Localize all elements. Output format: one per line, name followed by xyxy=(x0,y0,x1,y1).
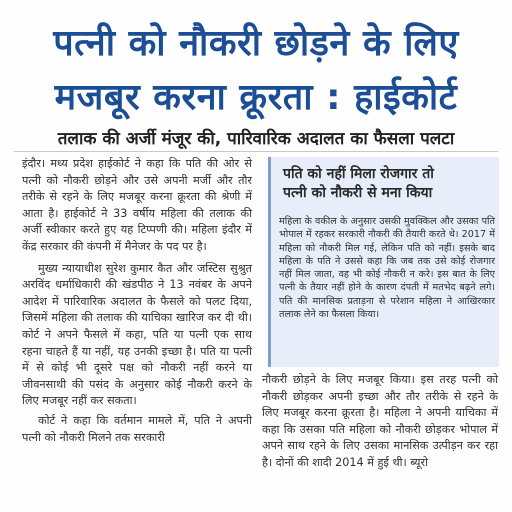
body-paragraph-2: मुख्य न्यायाधीश सुरेश कुमार कैत और जस्टिस सुश्रुत अरविंद धर्माधिकारी की खंडपीठ ने 13 नवंबर के अपने आदेश में पारिवारिक अदालत के फैसले को पलट दिया, जिसमें महिला की तलाक की याचिका खारिज कर दी थी। कोर्ट ने अपने फैसले में कहा, पति या पत्नी एक साथ रहना चाहते हैं या नहीं, यह उनकी इच्छा है। पति या पत्नी में से कोई भी दूसरे पक्ष को नौकरी नहीं करने या जीवनसाथी की पसंद के अनुसार कोई नौकरी करने के लिए मजबूर नहीं कर सकता। xyxy=(22,261,252,408)
divider xyxy=(14,151,498,152)
headline-line-2: मजबूर करना क्रूरता : हाईकोर्ट xyxy=(54,77,458,118)
continuation-paragraph: नौकरी छोड़ने के लिए मजबूर किया। इस तरह पत्नी को नौकरी छोड़कर अपनी इच्छा और तौर तरीके से रहने के लिए मजबूर करना क्रूरता है। महिला ने अपनी याचिका में कहा कि उसका पति महिला को नौकरी छोड़कर भोपाल में अपने साथ रहने के लिए उसका मानसिक उत्पीड़न कर रहा है। दोनों की शादी 2014 में हुई थी। ब्यूरो xyxy=(262,373,498,469)
sidebar-box xyxy=(268,157,499,367)
subheadline: तलाक की अर्जी मंजूर की, पारिवारिक अदालत का फैसला पलटा xyxy=(57,129,455,149)
sidebar-box-title-line-2: पत्नी को नौकरी से मना किया xyxy=(283,185,433,201)
continuation-column xyxy=(262,372,498,472)
sidebar-box-title xyxy=(283,165,493,203)
body-paragraph-1: इंदौर। मध्य प्रदेश हाईकोर्ट ने कहा कि पति की ओर से पत्नी को नौकरी छोड़ने और उसे अपनी मर्जी और तौर तरीके से रहने के लिए मजबूर करना क्रूरता की श्रेणी में आता है। हाईकोर्ट ने 33 वर्षीय महिला की तलाक की अर्जी स्वीकार करते हुए यह टिप्पणी की। महिला इंदौर में केंद्र सरकार की कंपनी में मैनेजर के पद पर है। xyxy=(22,157,252,253)
headline-line-1: पत्नी को नौकरी छोड़ने के लिए xyxy=(53,23,459,64)
main-column xyxy=(22,156,252,446)
body-paragraph-3: कोर्ट ने कहा कि वर्तमान मामले में, पति ने अपनी पत्नी को नौकरी मिलने तक सरकारी xyxy=(22,413,252,444)
sidebar-box-body: महिला के वकील के अनुसार उसकी मुवक्किल और उसका पति भोपाल में रहकर सरकारी नौकरी की तैयारी करते थे। 2017 में महिला को नौकरी मिल गई, लेकिन पति को नहीं। इसके बाद महिला के पति ने उससे कहा कि जब तक उसे कोई रोजगार नहीं मिल जाता, वह भी कोई नौकरी न करे। इस बात के लिए पत्नी के तैयार नहीं होने के कारण दंपती में मतभेद बढ़ने लगे। पति की मानसिक प्रताड़ना से परेशान महिला ने आखिरकार तलाक लेने का फैसला किया। xyxy=(279,216,495,321)
sidebar-box-title-line-1: पति को नहीं मिला रोजगार तो xyxy=(283,166,434,182)
